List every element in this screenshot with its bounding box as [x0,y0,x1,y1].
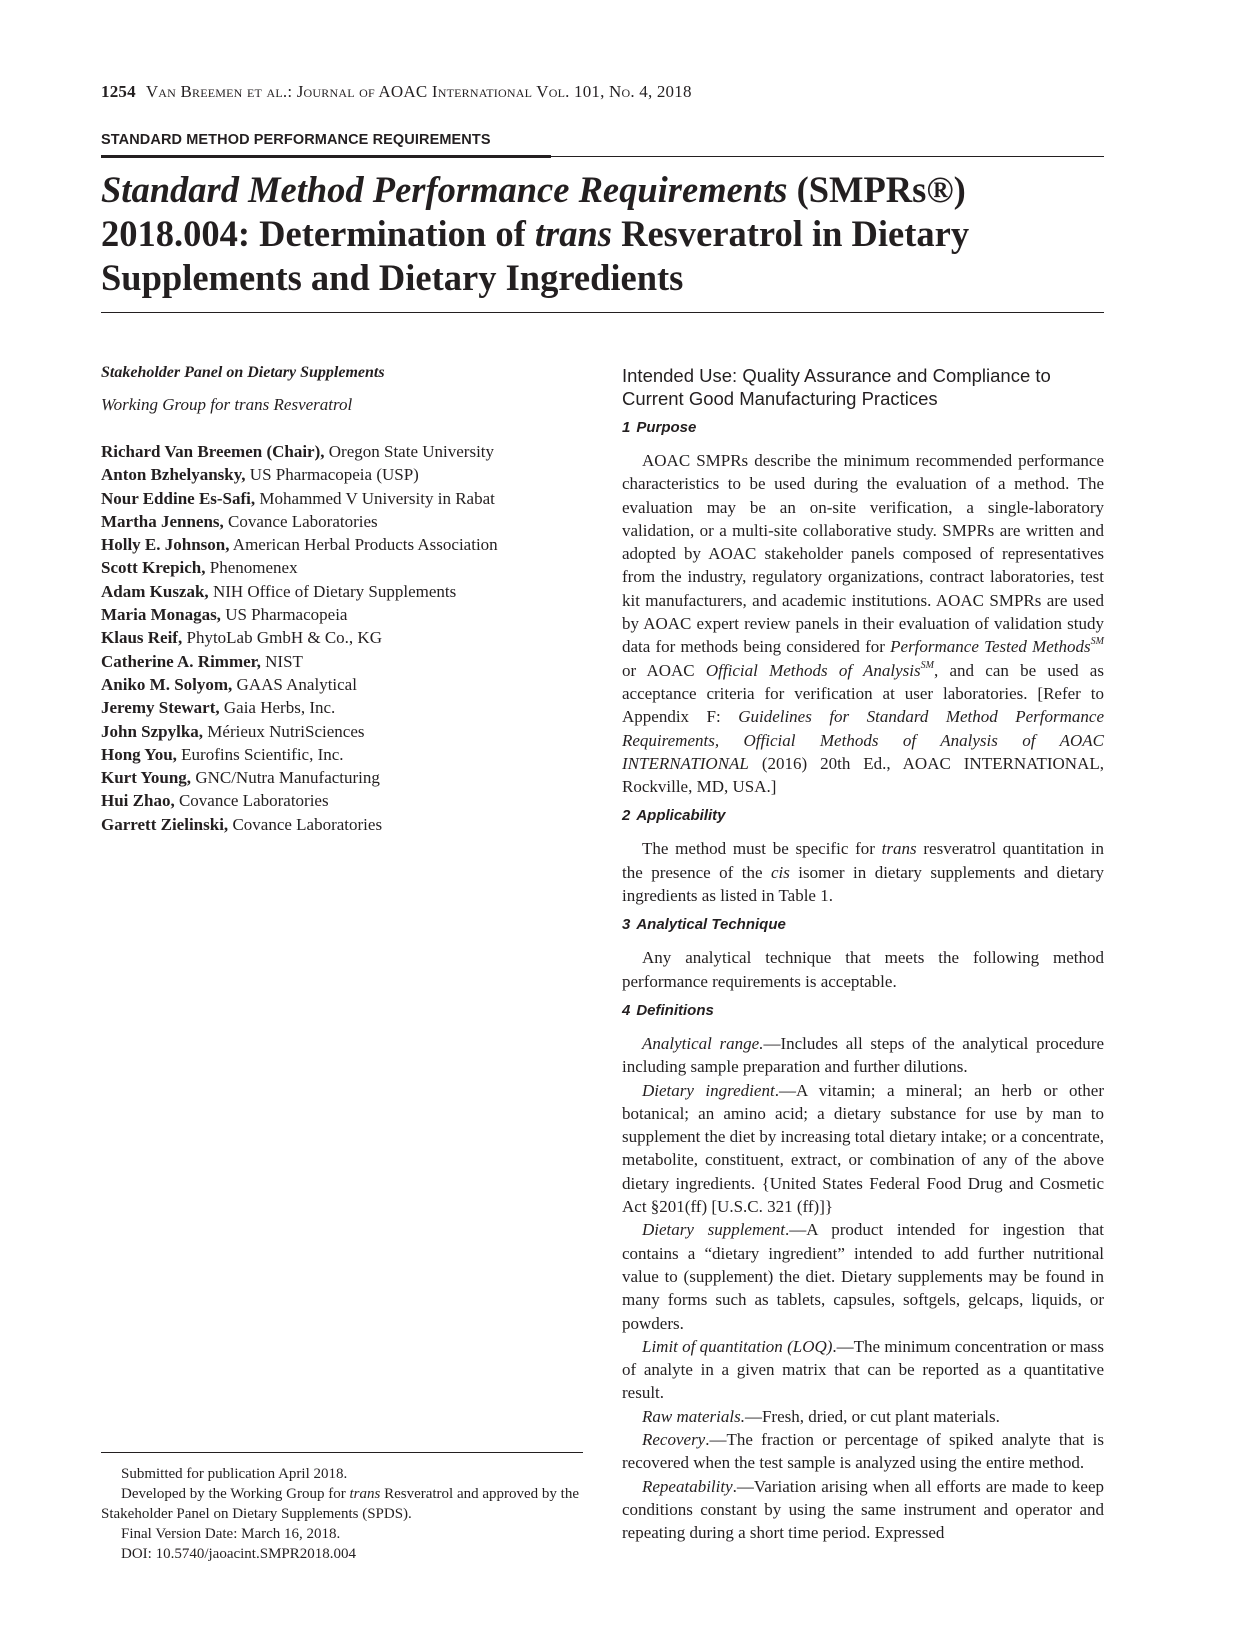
member-affiliation: GAAS Analytical [232,674,357,694]
member-affiliation: US Pharmacopeia (USP) [245,465,419,485]
member-affiliation: Gaia Herbs, Inc. [219,698,336,718]
member-item [101,743,581,766]
member-affiliation: Covance Laboratories [228,814,383,834]
article-title [101,168,1101,300]
section-heading-applicability: 2 Applicability [622,807,726,825]
member-affiliation: American Herbal Products Association [229,535,498,555]
definition-item: Recovery.—The fraction or percentage of spiked analyte that is recovered when the test sample is analyzed using the entire method. [622,1429,1104,1473]
member-affiliation: Eurofins Scientific, Inc. [176,744,344,764]
member-affiliation: US Pharmacopeia [220,605,348,625]
title-part-italic: Standard Method Performance Requirements [101,169,788,210]
member-name: Kurt Young, [101,768,192,788]
intended-use: Intended Use: Quality Assurance and Compliance to Current Good Manufacturing Practices [622,365,1051,409]
member-name: Scott Krepich, [101,558,206,578]
section-rule-thin [551,156,1104,157]
member-item [101,533,581,556]
running-head [101,82,692,102]
member-name: Hui Zhao, [101,791,175,811]
member-affiliation: Mohammed V University in Rabat [255,488,495,508]
member-affiliation: Mérieux NutriSciences [203,721,365,741]
member-item [101,766,581,789]
member-list [101,440,581,836]
member-name: Klaus Reif, [101,628,183,648]
member-name: Anton Bzhelyansky, [101,465,246,485]
section-label: STANDARD METHOD PERFORMANCE REQUIREMENTS [101,132,491,148]
purpose-paragraph: AOAC SMPRs describe the minimum recommended performance characteristics to be used during the evaluation of a method. The evaluation may be an on-site verification, a single-laboratory validation, or a multi-site collaborative study. SMPRs are written and adopted by AOAC stakeholder panels composed of representatives from the industry, regulatory organizations, contract laboratories, test kit manufacturers, and academic institutions. AOAC SMPRs are used by AOAC expert review panels in their evaluation of validation study data for methods being considered for Performance Tested Methods℠ or AOAC Official Methods of Analysis℠, and can be used as acceptance criteria for verification at user laboratories. [Refer to Appendix F: Guidelines for Standard Method Performance Requirements, Official Methods of Analysis of AOAC INTERNATIONAL (2016) 20th Ed., AOAC INTERNATIONAL, Rockville, MD, USA.] [622,451,1104,797]
member-item [101,556,581,579]
footnote-doi: DOI: 10.5740/jaoacint.SMPR2018.004 [121,1546,356,1562]
member-affiliation: Covance Laboratories [223,511,378,531]
applicability-paragraph: The method must be specific for trans resveratrol quantitation in the presence of the cis isomer in dietary supplements and dietary ingredients as listed in Table 1. [622,839,1104,906]
member-item [101,696,581,719]
title-rule [101,312,1104,313]
title-trans: trans [534,213,612,254]
section-heading-definitions: 4 Definitions [622,1001,714,1019]
member-name: Aniko M. Solyom, [101,674,233,694]
member-item [101,580,581,603]
member-item [101,673,581,696]
member-affiliation: Covance Laboratories [174,791,329,811]
member-item [101,720,581,743]
member-item [101,603,581,626]
member-name: Adam Kuszak, [101,581,209,601]
member-affiliation: NIST [260,651,303,671]
member-name: Holly E. Johnson, [101,535,230,555]
footnote-rule [101,1452,583,1453]
footnote-final-version: Final Version Date: March 16, 2018. [121,1526,341,1542]
member-affiliation: PhytoLab GmbH & Co., KG [182,628,382,648]
definition-item: Dietary supplement.—A product intended for ingestion that contains a “dietary ingredient” intended to add further nutritional value to (supplement) the diet. Dietary supplements may be found in many forms such as tablets, capsules, softgels, gelcaps, liquids, or powders. [622,1220,1104,1333]
title-part: (SMPRs®) 2018.004: Determination of [101,169,966,254]
title-part-end: Resveratrol in Dietary Supplements and Dietary Ingredients [101,213,970,298]
member-item [101,626,581,649]
definition-item: Raw materials.—Fresh, dried, or cut plant materials. [642,1406,1000,1426]
member-name: Maria Monagas, [101,605,221,625]
member-name: Richard Van Breemen (Chair), [101,442,325,461]
member-item [101,510,581,533]
member-item [101,440,581,463]
footnote-developed: Developed by the Working Group for trans Resveratrol and approved by the Stakeholder Panel on Dietary Supplements (SPDS). [101,1486,579,1522]
definition-item: Limit of quantitation (LOQ).—The minimum concentration or mass of analyte in a given matrix that can be reported as a quantitative result. [622,1336,1105,1403]
member-name: Catherine A. Rimmer, [101,651,261,671]
member-name: Nour Eddine Es-Safi, [101,488,256,508]
member-name: Garrett Zielinski, [101,814,229,834]
member-item [101,650,581,673]
panel-name: Stakeholder Panel on Dietary Supplements [101,364,385,381]
member-affiliation: Oregon State University [324,442,495,461]
left-column [101,364,581,836]
member-name: Jeremy Stewart, [101,698,220,718]
member-item [101,789,581,812]
page-number: 1254 [101,82,136,101]
working-group: Working Group for trans Resveratrol [101,395,353,414]
section-heading-technique: 3 Analytical Technique [622,916,786,934]
section-heading-purpose: 1 Purpose [622,419,697,436]
member-affiliation: Phenomenex [205,558,298,578]
section-rule-thick [101,155,551,158]
right-column [622,364,1104,1544]
definition-item: Analytical range.—Includes all steps of the analytical procedure including sample preparation and further dilutions. [622,1033,1105,1077]
member-item [101,463,581,486]
definition-item: Dietary ingredient.—A vitamin; a mineral; an herb or other botanical; an amino acid; a dietary substance for use by man to supplement the diet by increasing total dietary intake; or a concentrate, metabolite, constituent, extract, or combination of any of the above dietary ingredients. {United States Federal Food Drug and Cosmetic Act §201(ff) [U.S.C. 321 (ff)]} [622,1080,1104,1217]
member-affiliation: GNC/Nutra Manufacturing [191,768,380,788]
member-item [101,813,581,836]
running-title: Van Breemen et al.: Journal of AOAC International Vol. 101, No. 4, 2018 [145,82,692,101]
member-name: Martha Jennens, [101,511,224,531]
technique-paragraph: Any analytical technique that meets the following method performance requirements is acceptable. [622,948,1104,991]
member-name: John Szpylka, [101,721,204,741]
footnote-submitted: Submitted for publication April 2018. [121,1466,348,1482]
member-affiliation: NIH Office of Dietary Supplements [208,581,457,601]
member-name: Hong You, [101,744,177,764]
definition-item: Repeatability.—Variation arising when all efforts are made to keep conditions constant by using the same instrument and operator and repeating during a short time period. Expressed [622,1476,1104,1543]
footnotes [101,1464,581,1564]
member-item [101,487,581,510]
